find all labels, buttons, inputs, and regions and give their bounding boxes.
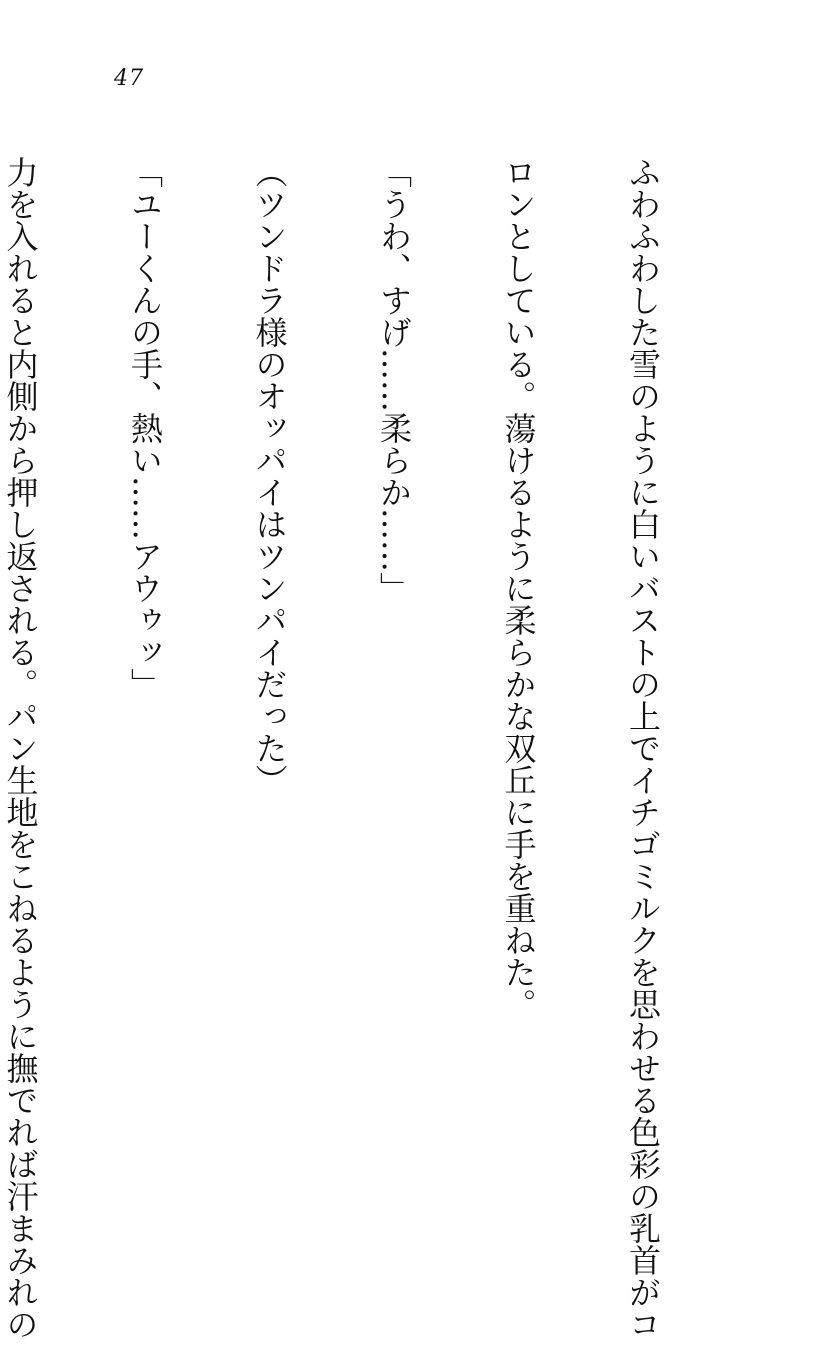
text-line: （ツンドラ様のオッパイはツンパイだった） — [250, 156, 289, 796]
text-line: 「うわ、すげ……柔らか……」 — [375, 156, 413, 604]
page-number: 47 — [114, 66, 144, 91]
text-line: 力を入れると内側から押し返される。パン生地をこねるように撫でれば汗まみれの — [1, 156, 40, 1340]
text-line: 「ユーくんの手、熱い……アウゥッ」 — [126, 156, 164, 700]
text-line: ふわふわした雪のように白いバストの上でイチゴミルクを思わせる色彩の乳首がコ — [624, 156, 662, 1340]
text-line: ロンとしている。蕩けるように柔らかな双丘に手を重ねた。 — [499, 156, 538, 1020]
vertical-text-body — [0, 156, 746, 1340]
